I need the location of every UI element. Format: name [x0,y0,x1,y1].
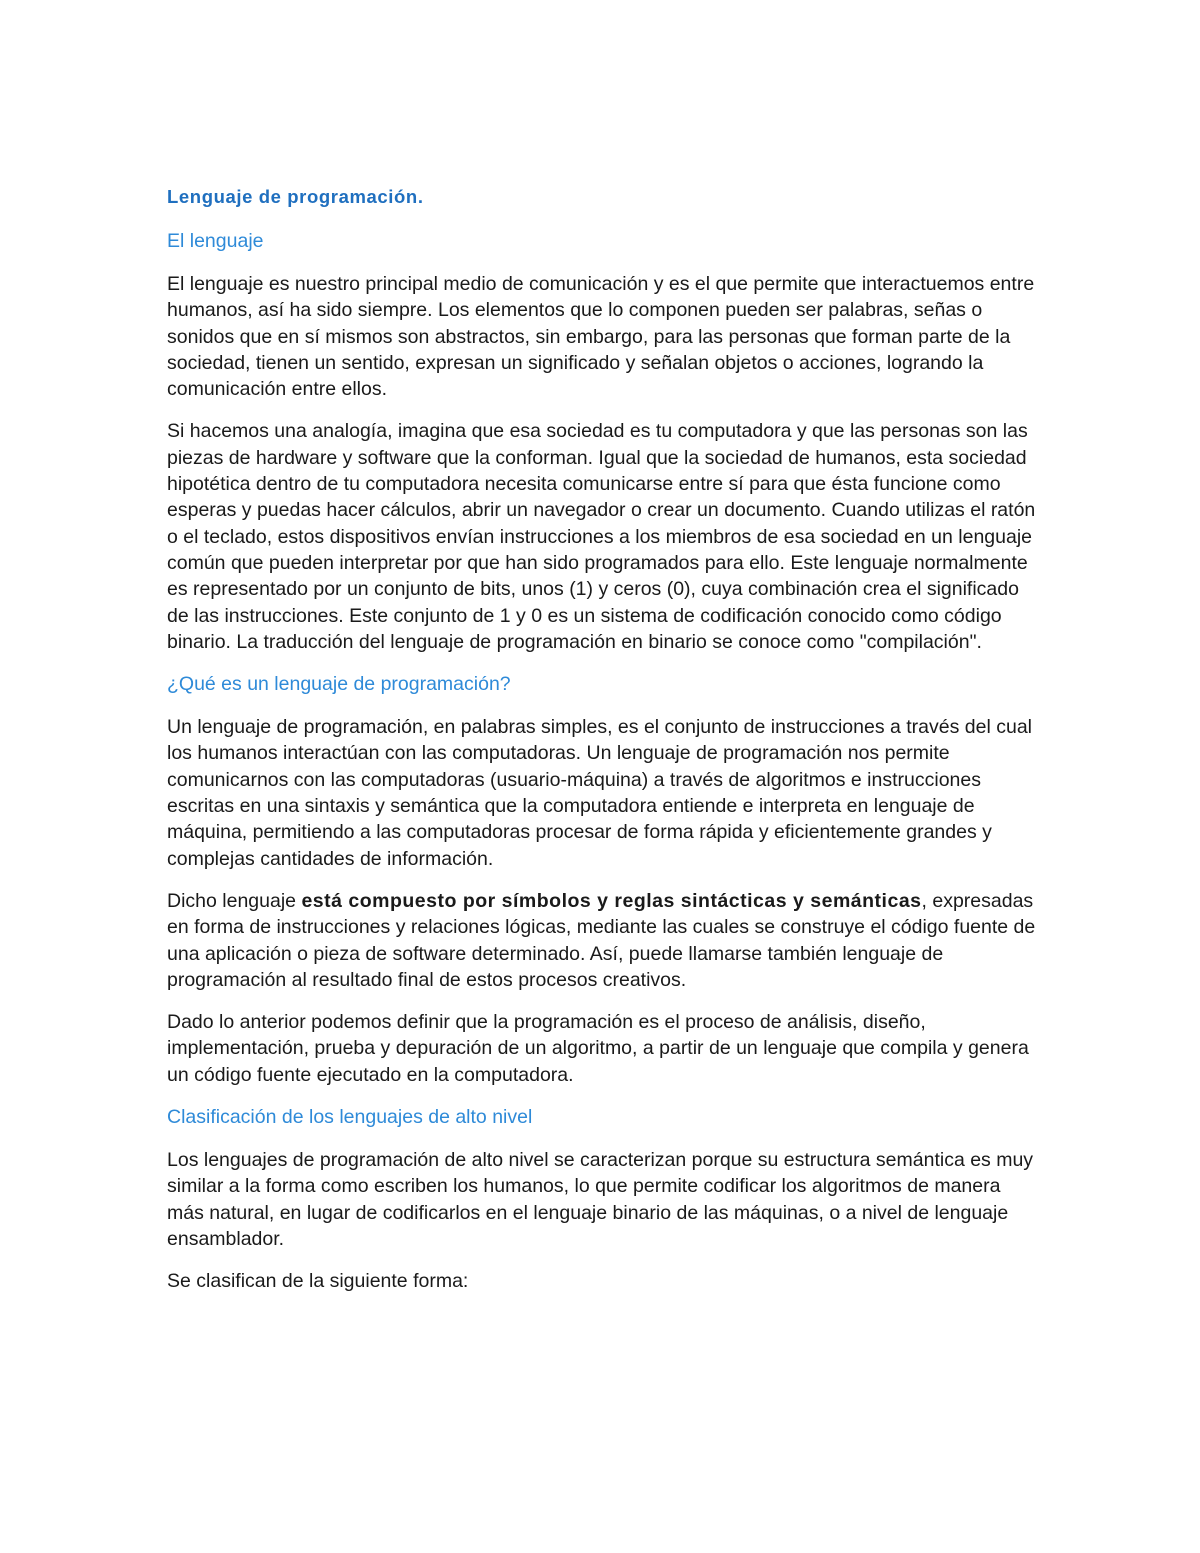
section-heading-clasificacion: Clasificación de los lenguajes de alto nivel [167,1106,533,1129]
bold-emphasis: está compuesto por símbolos y reglas sintácticas y semánticas [301,889,922,912]
paragraph: Se clasifican de la siguiente forma: [167,1270,469,1293]
section-heading-que-es: ¿Qué es un lenguaje de programación? [167,673,511,696]
paragraph-with-bold [167,888,1042,993]
paragraph: El lenguaje es nuestro principal medio de comunicación y es el que permite que interactuemos entre humanos, así ha sido siempre. Los elementos que lo componen pueden ser palabras, señas o sonidos que en sí mismos son abstractos, sin embargo, para las personas que forman parte de la sociedad, tienen un sentido, expresan un significado y señalan objetos o acciones, logrando la comunicación entre ellos. [167,273,1035,401]
paragraph: Si hacemos una analogía, imagina que esa sociedad es tu computadora y que las personas son las piezas de hardware y software que la conforman. Igual que la sociedad de humanos, esta sociedad hipotética dentro de tu computadora necesita comunicarse entre sí para que ésta funcione como esperas y puedas hacer cálculos, abrir un navegador o crear un documento. Cuando utilizas el ratón o el teclado, estos dispositivos envían instrucciones a los miembros de esa sociedad en un lenguaje común que pueden interpretar por que han sido programados para ello. Este lenguaje normalmente es representado por un conjunto de bits, unos (1) y ceros (0), cuya combinación crea el significado de las instrucciones. Este conjunto de 1 y 0 es un sistema de codificación conocido como código binario. La traducción del lenguaje de programación en binario se conoce como "compilación". [167,420,1036,653]
paragraph-text-before: Dicho lenguaje [167,889,302,912]
section-heading-el-lenguaje: El lenguaje [167,230,264,252]
paragraph: Dado lo anterior podemos definir que la programación es el proceso de análisis, diseño, implementación, prueba y depuración de un algoritmo, a partir de un lenguaje que compila y genera un código fuente ejecutado en la computadora. [167,1011,1029,1086]
paragraph: Los lenguajes de programación de alto nivel se caracterizan porque su estructura semántica es muy similar a la forma como escriben los humanos, lo que permite codificar los algoritmos de manera más natural, en lugar de codificarlos en el lenguaje binario de las máquinas, o a nivel de lenguaje ensamblador. [167,1149,1034,1250]
document-body [167,184,1042,1311]
paragraph: Un lenguaje de programación, en palabras simples, es el conjunto de instrucciones a través del cual los humanos interactúan con las computadoras. Un lenguaje de programación nos permite comunicarnos con las computadoras (usuario-máquina) a través de algoritmos e instrucciones escritas en una sintaxis y semántica que la computadora entiende e interpreta en lenguaje de máquina, permitiendo a las computadoras procesar de forma rápida y eficientemente grandes y complejas cantidades de información. [167,716,1032,870]
document-title: Lenguaje de programación. [167,186,424,207]
paragraph-text-after: , expresadas en forma de instrucciones y relaciones lógicas, mediante las cuales se construye el código fuente de una aplicación o pieza de software determinado. Así, puede llamarse también lenguaje de programación al resultado final de estos procesos creativos. [167,889,1036,991]
